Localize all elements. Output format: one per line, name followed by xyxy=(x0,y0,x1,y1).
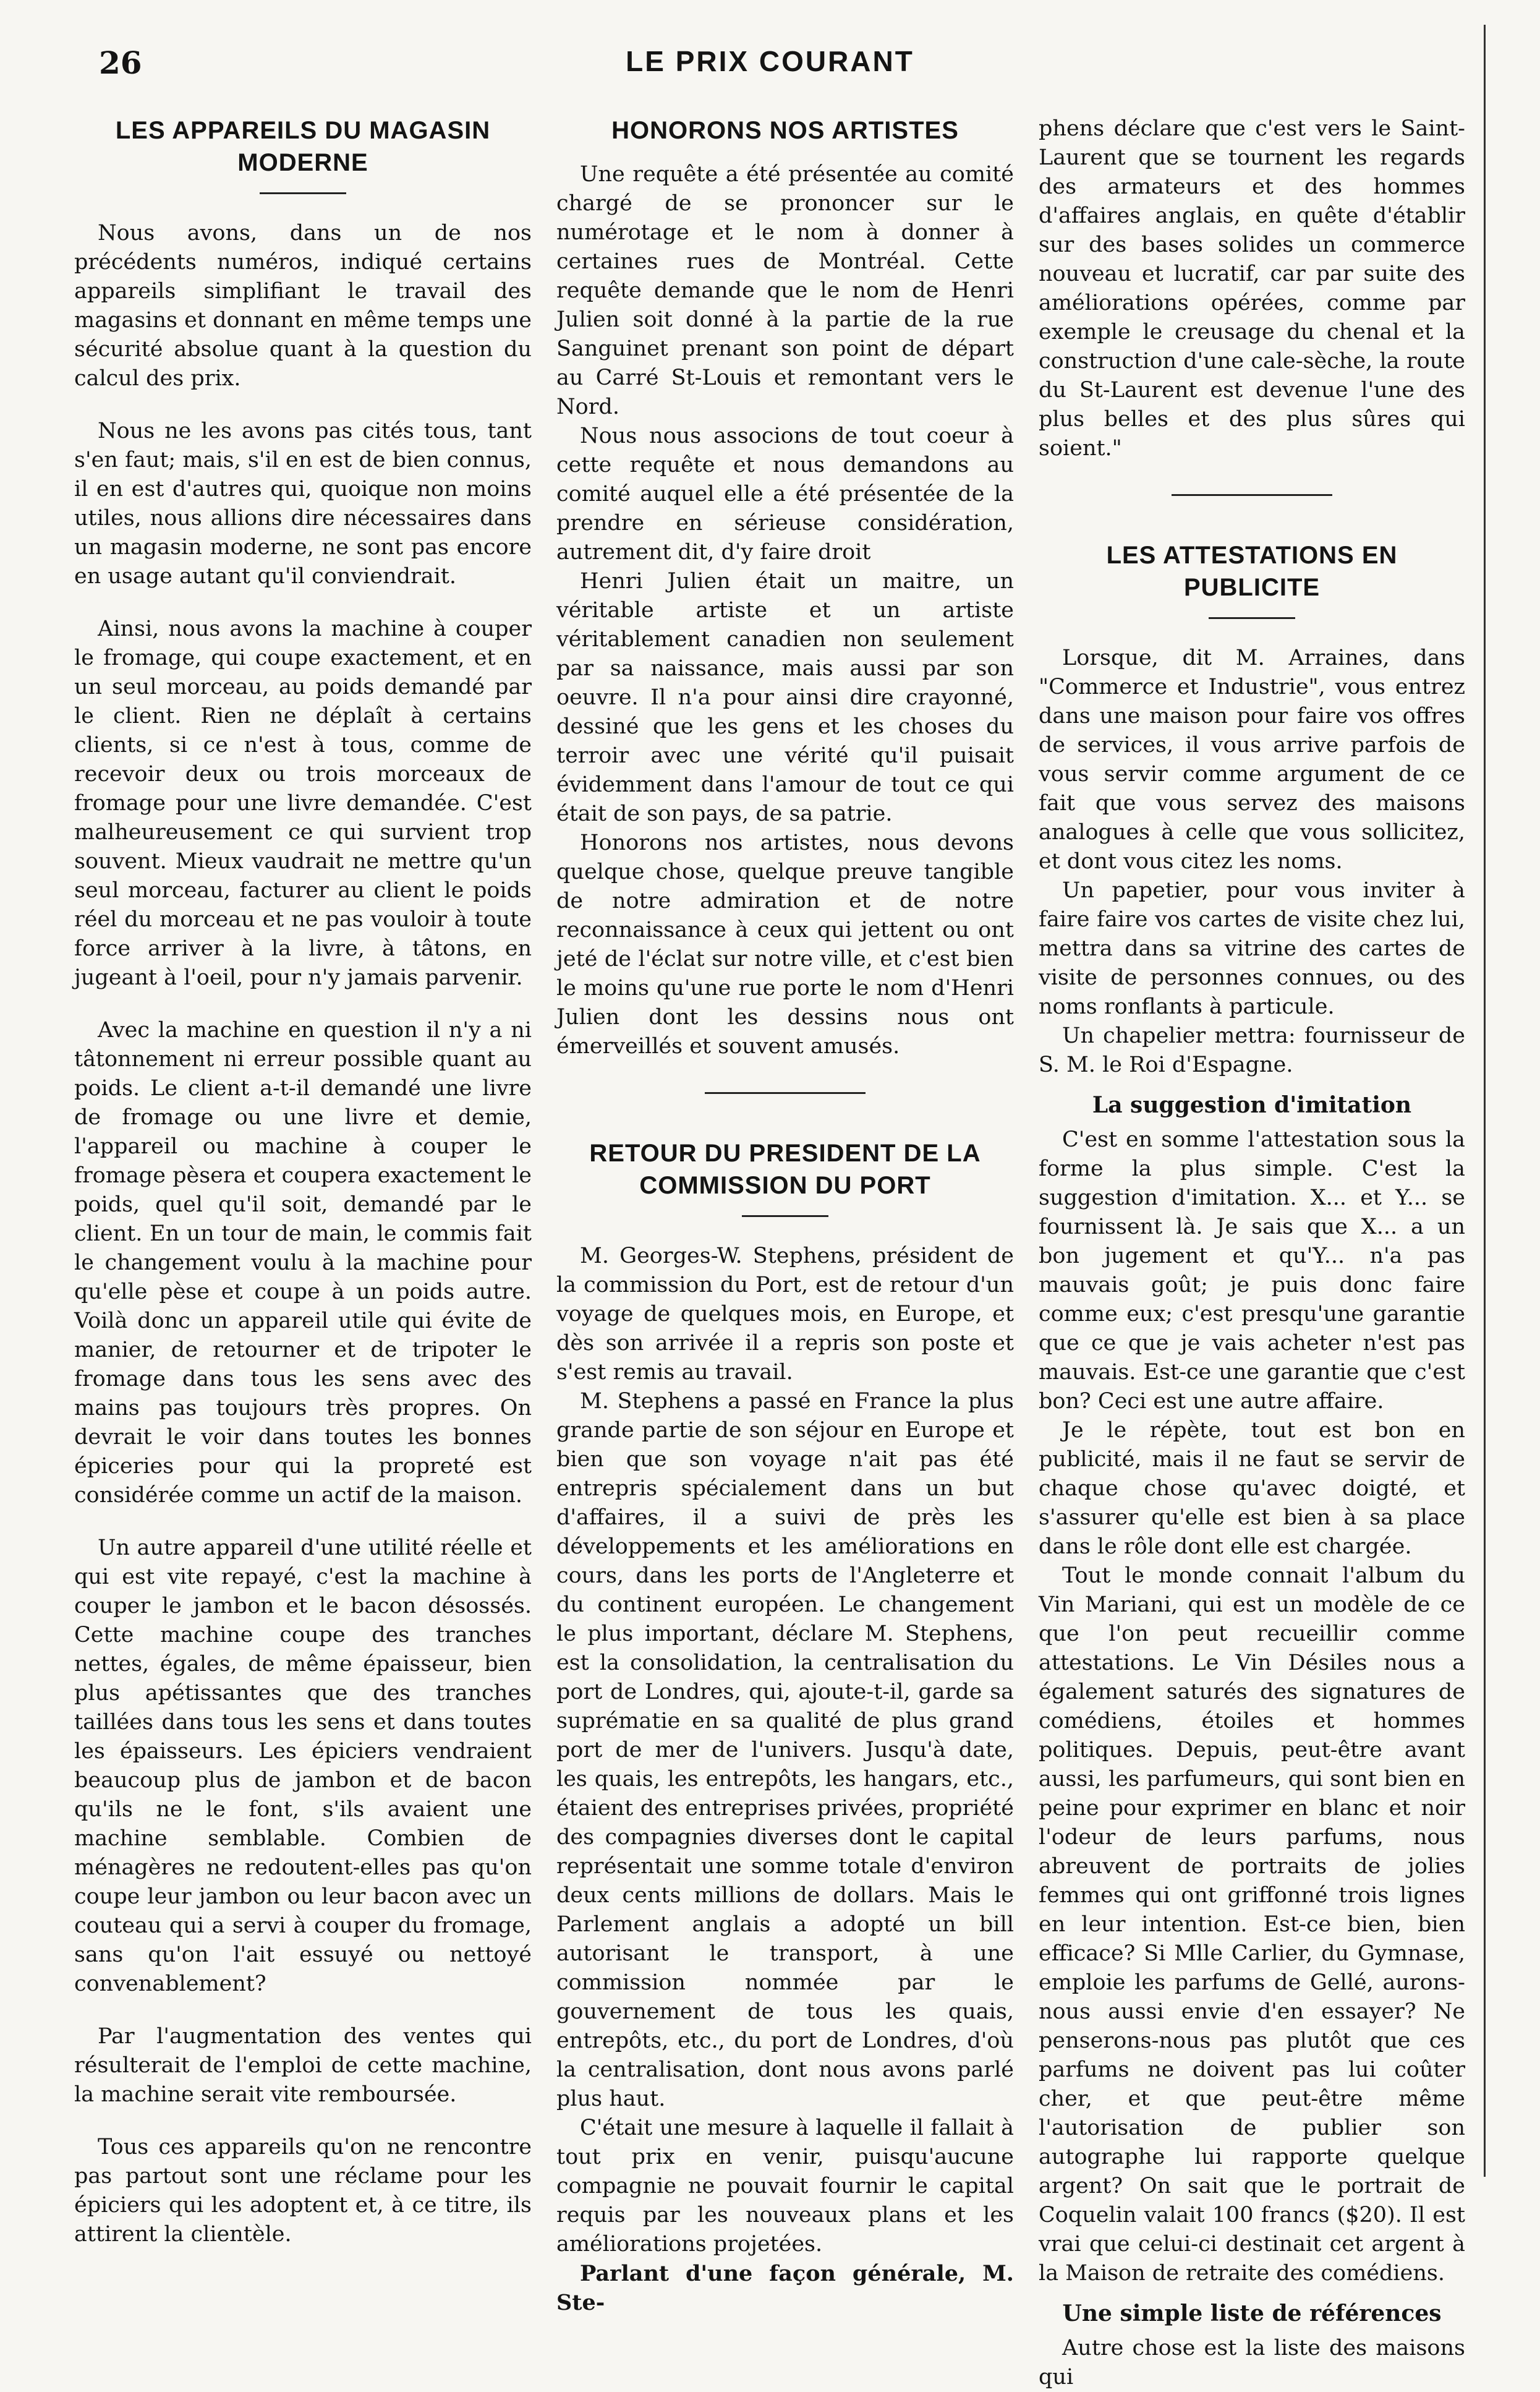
paragraph-gap xyxy=(74,1999,532,2022)
paragraph: Tous ces appareils qu'on ne rencontre pas partout sont une réclame pour les épiciers qui les adoptent et, à ce titre, ils attirent la clientèle. xyxy=(74,2135,532,2247)
page-number: 26 xyxy=(99,45,142,81)
paragraph: Un papetier, pour vous inviter à faire faire vos cartes de visite chez lui, mettra dans sa vitrine des cartes de visite de personnes connues, ou des noms ronflants à particule. xyxy=(1039,878,1465,1019)
paragraph: Un autre appareil d'une utilité réelle et qui est vite repayé, c'est la machine à couper le jambon et le bacon désossés. Cette machine coupe des tranches nettes, égales, de même épaisseur, bien plus apétissantes que des tranches taillées dans tous les sens et dans toutes les épaisseurs. Les épiciers vendraient beaucoup plus de jambon et de bacon qu'ils ne le font, s'ils avaient une machine semblable. Combien de ménagères ne redoutent-elles pas qu'on coupe leur jambon ou leur bacon avec un couteau qui a servi à couper du fromage, sans qu'on l'ait essuyé ou nettoyé convenablement? xyxy=(74,1536,532,1996)
paragraph: Nous ne les avons pas cités tous, tant s'en faut; mais, s'il en est de bien connus, il en est d'autres qui, quoique non moins utiles, nous allions dire nécessaires dans un magasin moderne, ne sont pas encore en usage autant qu'il conviendrait. xyxy=(74,419,532,589)
subheading: Une simple liste de références xyxy=(1062,2300,1442,2326)
paragraph: Tout le monde connait l'album du Vin Mariani, qui est un modèle de ce que l'on peut recueillir comme attestations. Le Vin Désiles nous a également saturés des signatures de comédiens, étoiles et hommes politiques. Depuis, peut-être avant aussi, les parfumeurs, qui sont bien en peine pour exprimer en blanc et noir l'odeur de leurs parfums, nous abreuvent de portraits de jolies femmes qui ont griffonné trois lignes en leur intention. Est-ce bien, bien efficace? Si Mlle Carlier, du Gymnase, emploie les parfums de Gellé, aurons-nous aussi envie d'en essayer? Ne penserons-nous pas plutôt que ces parfums ne doivent pas lui coûter cher, et que peut-être même l'autorisation de publier son autographe lui rapporte quelque argent? On sait que le portrait de Coquelin valait 100 francs ($20). Il est vrai que celui-ci destinait cet argent à la Maison de retraite des comédiens. xyxy=(1039,1563,1465,2286)
paragraph: Une requête a été présentée au comité chargé de se prononcer sur le numérotage et le nom à donner à certaines rues de Montréal. Cette requête demande que le nom de Henri Julien soit donné à la partie de la rue Sanguinet prenant son point de départ au Carré St-Louis et remontant vers le Nord. xyxy=(556,162,1014,419)
running-title: LE PRIX COURANT xyxy=(626,45,914,77)
title-rule xyxy=(742,1215,828,1217)
article-title: RETOUR DU PRESIDENT DE LA COMMISSION DU PORT xyxy=(589,1140,981,1199)
paragraph-gap xyxy=(74,393,532,417)
paragraph: M. Georges-W. Stephens, président de la commission du Port, est de retour d'un voyage de quelques mois, en Europe, et dès son arrivée il a repris son poste et s'est remis au travail. xyxy=(556,1244,1014,1385)
column-3 xyxy=(1039,114,1465,2392)
paragraph: Nous avons, dans un de nos précédents numéros, indiqué certains appareils simplifiant le travail des magasins et donnant en même temps une sécurité absolue quant à la question du calcul des prix. xyxy=(74,221,532,391)
paragraph: Par l'augmentation des ventes qui résulterait de l'emploi de cette machine, la machine serait vite remboursée. xyxy=(74,2024,532,2107)
paragraph: C'était une mesure à laquelle il fallait à tout prix en venir, puisqu'aucune compagnie ne pouvait fournir le capital requis par les nouveaux plans et les améliorations projetées. xyxy=(556,2116,1014,2257)
paragraph: Avec la machine en question il n'y a ni tâtonnement ni erreur possible quant au poids. Le client a-t-il demandé une livre de fromage ou une livre et demie, l'appareil ou machine à couper le fromage pèsera et coupera exactement le poids, quel qu'il soit, demandé par le client. En un tour de main, le commis fait le changement voulu à la machine pour qu'elle pèse et coupe à un poids autre. Voilà donc un appareil utile qui évite de manier, de retourner et de tripoter le fromage dans tous les sens avec des mains pas toujours très propres. On devrait le voir dans toutes les bonnes épiceries pour qui la propreté est considérée comme un actif de la maison. xyxy=(74,1018,532,1508)
page-edge-rule xyxy=(1484,25,1486,2177)
article-title: LES ATTESTATIONS EN PUBLICITE xyxy=(1106,542,1398,601)
title-rule xyxy=(260,192,346,194)
subheading: La suggestion d'imitation xyxy=(1092,1092,1412,1118)
paragraph-gap xyxy=(74,591,532,615)
paragraph-gap xyxy=(74,1510,532,1534)
paragraph: M. Stephens a passé en France la plus grande partie de son séjour en Europe et bien que son voyage n'ait pas été entrepris spécialement dans un but d'affaires, il a suivi de près les développements et les améliorations en cours, dans les ports de l'Angleterre et du continent européen. Le changement le plus important, déclare M. Stephens, est la consolidation, la centralisation du port de Londres, qui, ajoute-t-il, garde sa suprématie en sa qualité de plus grand port de mer de l'univers. Jusqu'à date, les quais, les entrepôts, les hangars, etc., étaient des entreprises privées, propriété des compagnies diverses dont le capital représentait une somme totale d'environ deux cents millions de dollars. Mais le Parlement anglais a adopté un bill autorisant le transport, à une commission nommée par le gouvernement de tous les quais, entrepôts, etc., du port de Londres, d'où la centralisation, dont nous avons parlé plus haut. xyxy=(556,1389,1014,2111)
paragraph: Autre chose est la liste des maisons qui xyxy=(1039,2336,1465,2390)
paragraph: Un chapelier mettra: fournisseur de S. M. le Roi d'Espagne. xyxy=(1039,1023,1465,1077)
paragraph: Je le répète, tout est bon en publicité, mais il ne faut se servir de chaque chose qu'avec doigté, et s'assurer qu'elle est bien à sa place dans le rôle dont elle est chargée. xyxy=(1039,1418,1465,1559)
paragraph: Honorons nos artistes, nous devons quelque chose, quelque preuve tangible de notre admiration et de notre reconnaissance à ceux qui jettent ou ont jeté de l'éclat sur notre ville, et c'est bien le moins qu'une rue porte le nom d'Henri Julien dont les dessins nous ont émerveillés et souvent amusés. xyxy=(556,831,1014,1059)
article-title: HONORONS NOS ARTISTES xyxy=(611,117,959,144)
column-2 xyxy=(556,114,1014,2317)
paragraph: phens déclare que c'est vers le Saint-Laurent que se tournent les regards des armateurs et des hommes d'affaires anglais, en quête d'établir sur des bases solides un commerce nouveau et lucratif, car par suite des améliorations opérées, comme par exemple le creusage du chenal et la construction d'une cale-sèche, la route du St-Laurent est devenue l'une des plus belles et des plus sûres qui soient." xyxy=(1039,116,1465,461)
section-rule xyxy=(705,1092,866,1094)
paragraph-gap xyxy=(74,993,532,1016)
paragraph: Ainsi, nous avons la machine à couper le fromage, qui coupe exactement, et en un seul morceau, au poids demandé par le client. Rien ne déplaît à certains clients, si ce n'est à tous, comme de recevoir deux ou trois morceaux de fromage pour une livre demandée. C'est malheureusement ce qui survient trop souvent. Mieux vaudrait ne mettre qu'un seul morceau, facturer au client le poids réel du morceau et ne pas vouloir à toute force arriver à la livre, à tâtons, en jugeant à l'oeil, pour n'y jamais parvenir. xyxy=(74,617,532,990)
paragraph: Nous nous associons de tout coeur à cette requête et nous demandons au comité auquel elle a été présentée de la prendre en sérieuse considération, autrement dit, d'y faire droit xyxy=(556,424,1014,565)
paragraph: Parlant d'une façon générale, M. Ste- xyxy=(556,2261,1014,2315)
title-rule xyxy=(1209,617,1295,619)
column-1 xyxy=(74,114,532,2249)
paragraph: Lorsque, dit M. Arraines, dans "Commerce et Industrie", vous entrez dans une maison pour faire vos offres de services, il vous arrive parfois de vous servir comme argument de ce fait que vous servez des maisons analogues à celle que vous sollicitez, et dont vous citez les noms. xyxy=(1039,646,1465,874)
paragraph: Henri Julien était un maitre, un véritable artiste et un artiste véritablement canadien non seulement par sa naissance, mais aussi par son oeuvre. Il n'a pour ainsi dire crayonné, dessiné que les gens et les choses du terroir avec une vérité qu'il puisait évidemment dans l'amour de tout ce qui était de son pays, de sa patrie. xyxy=(556,569,1014,826)
paragraph-gap xyxy=(74,2109,532,2133)
article-title: LES APPAREILS DU MAGASIN MODERNE xyxy=(115,117,491,176)
paragraph: C'est en somme l'attestation sous la forme la plus simple. C'est la suggestion d'imitation. X... et Y... se fournissent là. Je sais que X... a un bon jugement et qu'Y... n'a pas mauvais goût; je puis donc faire comme eux; c'est presqu'une garantie que ce que je vais acheter n'est pas mauvais. Est-ce une garantie que c'est bon? Ceci est une autre affaire. xyxy=(1039,1127,1465,1414)
section-rule xyxy=(1172,494,1332,496)
